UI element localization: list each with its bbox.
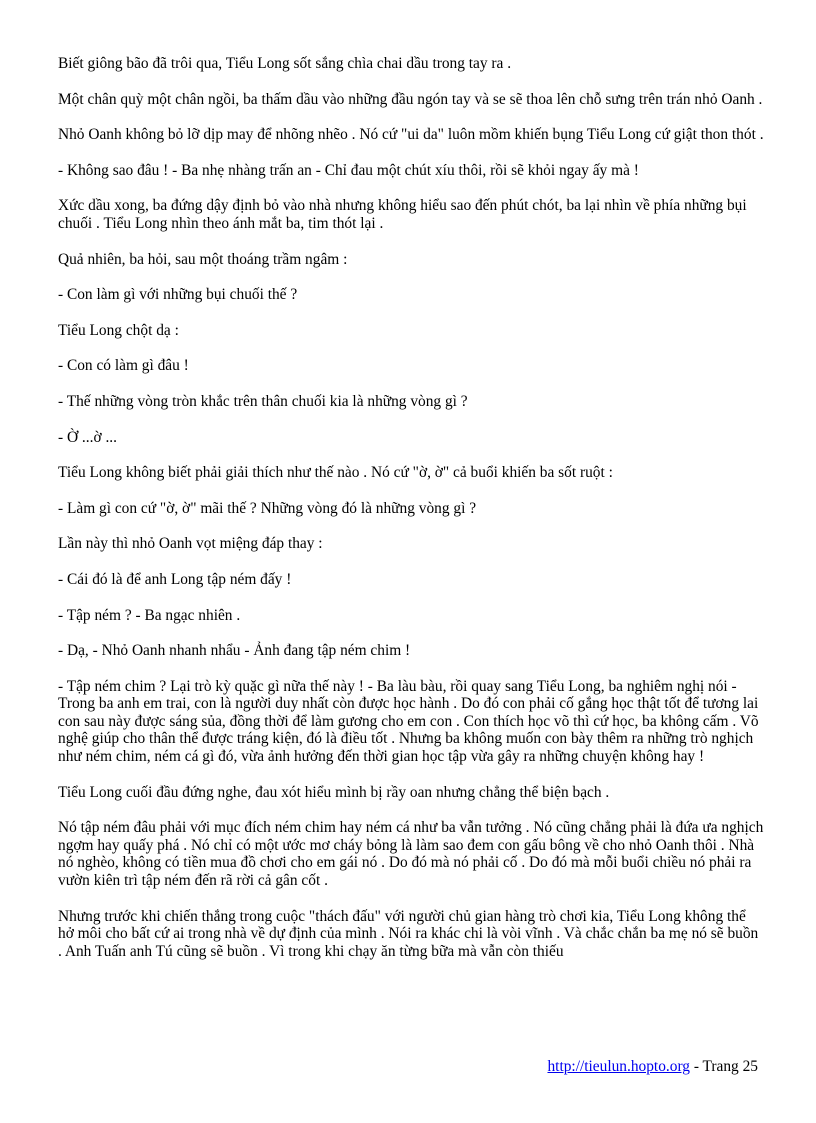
paragraph: Một chân quỳ một chân ngồi, ba thấm dầu vào những đầu ngón tay và se sẽ thoa lên chỗ sưng trên trán nhỏ Oanh . bbox=[58, 90, 763, 108]
paragraph: - Làm gì con cứ "ờ, ờ" mãi thế ? Những vòng đó là những vòng gì ? bbox=[58, 499, 477, 517]
page-footer bbox=[547, 1058, 758, 1076]
paragraph: - Tập ném ? - Ba ngạc nhiên . bbox=[58, 606, 241, 624]
paragraph: - Tập ném chim ? Lại trò kỳ quặc gì nữa thế này ! - Ba làu bàu, rồi quay sang Tiểu Long, ba nghiêm nghị nói - Trong ba anh em trai, con là người duy nhất còn được học hành . Do đó con phải cố gắng học thật tốt để tương lai con sau này được sáng sủa, đồng thời để làm gương cho em con . Con thích học võ thì cứ học, ba không cấm . Võ nghệ giúp cho thân thể được tráng kiện, đó là điều tốt . Nhưng ba không muốn con bày thêm ra những trò nghịch như ném chim, ném cá gì đó, vừa ảnh hưởng đến thời gian học tập vừa gây ra những chuyện không hay ! bbox=[58, 677, 759, 766]
paragraph: Quả nhiên, ba hỏi, sau một thoáng trầm ngâm : bbox=[58, 250, 348, 268]
paragraph: - Cái đó là để anh Long tập ném đấy ! bbox=[58, 570, 292, 588]
source-link[interactable]: http://tieulun.hopto.org bbox=[547, 1058, 690, 1075]
paragraph: Xức dầu xong, ba đứng dậy định bỏ vào nhà nhưng không hiểu sao đến phút chót, ba lại nhìn về phía những bụi chuối . Tiểu Long nhìn theo ánh mắt ba, tim thót lại . bbox=[58, 197, 747, 232]
paragraph: Biết giông bão đã trôi qua, Tiểu Long sốt sắng chìa chai dầu trong tay ra . bbox=[58, 55, 512, 72]
story-text bbox=[58, 55, 764, 978]
paragraph: Nhưng trước khi chiến thắng trong cuộc "thách đấu" với người chủ gian hàng trò chơi kia, Tiểu Long không thể hở môi cho bất cứ ai trong nhà về dự định của mình . Nói ra khác chi là vòi vĩnh . Và chắc chắn ba mẹ nó sẽ buồn . Anh Tuấn anh Tú cũng sẽ buồn . Vì trong khi chạy ăn từng bữa mà vẫn còn thiếu bbox=[58, 907, 759, 960]
paragraph: Tiểu Long cuối đầu đứng nghe, đau xót hiểu mình bị rầy oan nhưng chẳng thể biện bạch . bbox=[58, 783, 610, 801]
paragraph: Tiểu Long không biết phải giải thích như thế nào . Nó cứ "ờ, ờ" cả buổi khiến ba sốt ruột : bbox=[58, 464, 613, 482]
paragraph: Nó tập ném đâu phải với mục đích ném chim hay ném cá như ba vẫn tưởng . Nó cũng chẳng phải là đứa ưa nghịch ngợm hay quấy phá . Nó chỉ có một ước mơ cháy bỏng là làm sao đem con gấu bông về cho nhỏ Oanh thôi . Nhà nó nghèo, không có tiền mua đồ chơi cho em gái nó . Do đó mà nó phải cố . Do đó mà mỗi buổi chiều nó phải ra vườn kiên trì tập ném đến rã rời cả gân cốt . bbox=[58, 819, 764, 890]
paragraph: - Thế những vòng tròn khắc trên thân chuối kia là những vòng gì ? bbox=[58, 392, 468, 410]
paragraph: Lần này thì nhỏ Oanh vọt miệng đáp thay : bbox=[58, 535, 323, 553]
page-number: - Trang 25 bbox=[690, 1058, 758, 1075]
paragraph: - Không sao đâu ! - Ba nhẹ nhàng trấn an - Chỉ đau một chút xíu thôi, rồi sẽ khỏi ngay ấy mà ! bbox=[58, 161, 639, 179]
paragraph: - Con làm gì với những bụi chuối thế ? bbox=[58, 286, 298, 304]
paragraph: Nhỏ Oanh không bỏ lỡ dịp may để nhõng nhẽo . Nó cứ "ui da" luôn mồm khiến bụng Tiểu Long cứ giật thon thót . bbox=[58, 126, 764, 144]
paragraph: - Con có làm gì đâu ! bbox=[58, 357, 189, 375]
paragraph: - Dạ, - Nhỏ Oanh nhanh nhẩu - Ảnh đang tập ném chim ! bbox=[58, 642, 411, 660]
paragraph: Tiểu Long chột dạ : bbox=[58, 321, 179, 339]
paragraph: - Ờ ...ờ ... bbox=[58, 428, 118, 446]
